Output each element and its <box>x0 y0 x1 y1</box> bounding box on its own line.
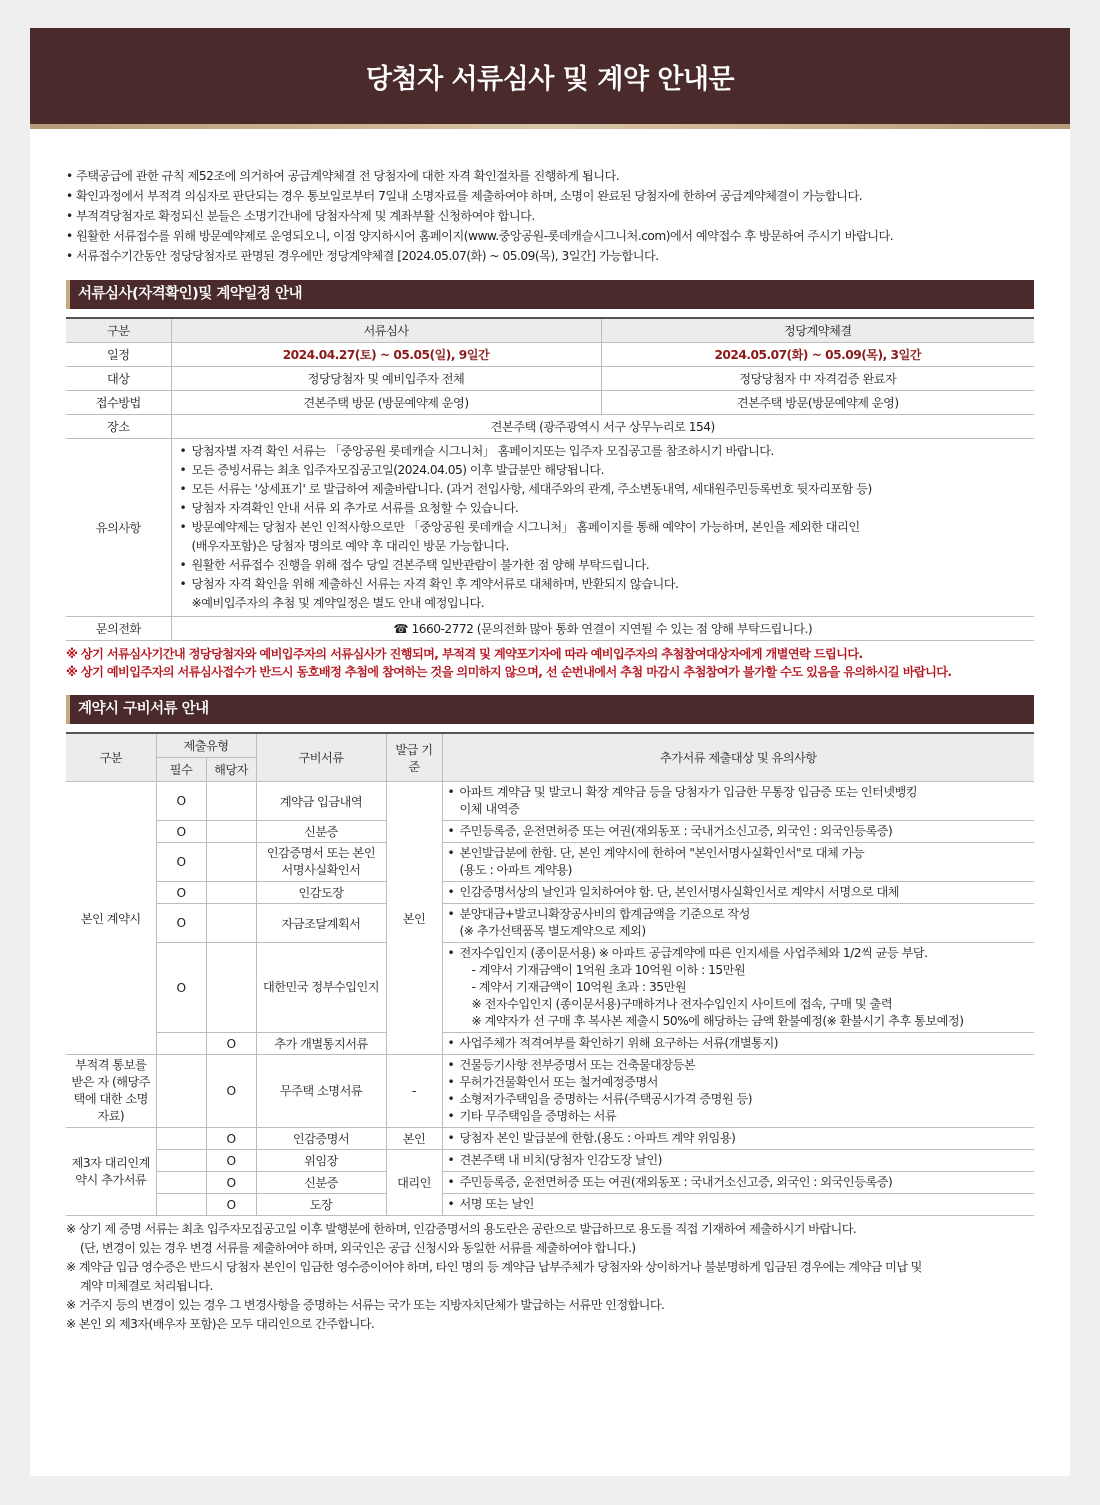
doc-note: • 본인발급분에 한함. 단, 본인 계약시에 한하여 "본인서명사실확인서"로 대체 가능 <box>448 845 1030 862</box>
note-item: • 방문예약제는 당첨자 본인 인적사항으로만 「중앙공원 롯데캐슬 시그니처」 홈페이지를 통해 예약이 가능하며, 본인을 제외한 대리인 <box>180 518 1027 537</box>
doc-name: 도장 <box>256 1194 386 1216</box>
row-label: 대상 <box>66 367 171 391</box>
doc-name: 계약금 입금내역 <box>256 782 386 821</box>
row-label: 일정 <box>66 343 171 367</box>
doc-note: • 무허가건물확인서 또는 철거예정증명서 <box>448 1074 1030 1091</box>
table-row <box>66 1055 1034 1128</box>
applicable-mark <box>206 782 256 821</box>
review-method: 견본주택 방문 (방문예약제 운영) <box>171 391 601 415</box>
header-doc: 구비서류 <box>256 733 386 782</box>
review-target: 정당당첨자 및 예비입주자 전체 <box>171 367 601 391</box>
row-label: 장소 <box>66 415 171 439</box>
intro-item: • 부적격당첨자로 확정되신 분들은 소명기간내에 당첨자삭제 및 계좌부활 신청하여야 합니다. <box>66 206 1034 226</box>
required-mark <box>156 1033 206 1055</box>
warning-text: ※ 상기 예비입주자의 서류심사접수가 반드시 동호배정 추첨에 참여하는 것을 의미하지 않으며, 선 순번내에서 추첨 마감시 추첨참여가 불가할 수도 있음을 유의하시길 바랍니다. <box>66 665 952 679</box>
intro-list <box>66 166 1034 266</box>
header-submit-type: 제출유형 <box>156 733 256 758</box>
header-review: 서류심사 <box>171 318 601 343</box>
issue-basis: 본인 <box>386 1128 442 1150</box>
doc-note: • 아파트 계약금 및 발코니 확장 계약금 등을 당첨자가 입금한 무통장 입금증 또는 인터넷뱅킹 <box>448 784 1030 801</box>
doc-notes <box>442 1055 1034 1128</box>
documents-table <box>66 732 1034 1216</box>
doc-note: • 전자수입인지 (종이문서용) ※ 아파트 공급계약에 따른 인지세를 사업주체와 1/2씩 균등 부담. <box>448 945 1030 962</box>
note-item: ※예비입주자의 추첨 및 계약일정은 별도 안내 예정입니다. <box>191 596 485 610</box>
doc-notes <box>442 821 1034 843</box>
applicable-mark <box>206 821 256 843</box>
warning-text: ※ 상기 서류심사기간내 정당당첨자와 예비입주자의 서류심사가 진행되며, 부적격 및 계약포기자에 따라 예비입주자의 추첨참여대상자에게 개별연락 드립니다. <box>66 647 863 661</box>
doc-name: 신분증 <box>256 821 386 843</box>
table-row <box>66 821 1034 843</box>
required-mark: O <box>156 782 206 821</box>
applicable-mark <box>206 943 256 1033</box>
footnote: ※ 본인 외 제3자(배우자 포함)은 모두 대리인으로 간주합니다. <box>66 1317 375 1331</box>
phone-value: ☎ 1660-2772 (문의전화 많아 통화 연결이 지연될 수 있는 점 양해 부탁드립니다.) <box>171 617 1034 641</box>
required-mark: O <box>156 882 206 904</box>
doc-note: • 당첨자 본인 발급분에 한함.(용도 : 아파트 계약 위임용) <box>448 1130 1030 1147</box>
contract-method: 견본주택 방문(방문예약제 운영) <box>601 391 1034 415</box>
intro-item: • 원활한 서류접수를 위해 방문예약제로 운영되오니, 이점 양지하시어 홈페이지(www.중앙공원-롯데캐슬시그니처.com)에서 예약접수 후 방문하여 주시기 바랍니다. <box>66 226 1034 246</box>
footnote: (단, 변경이 있는 경우 변경 서류를 제출하여야 하며, 외국인은 공급 신청시와 동일한 서류를 제출하여야 합니다.) <box>80 1241 636 1255</box>
section-schedule-title: 서류심사(자격확인)및 계약일정 안내 <box>66 280 1034 309</box>
note-item: • 모든 서류는 '상세표기' 로 발급하여 제출바랍니다. (과거 전입사항, 세대주와의 관계, 주소변동내역, 세대원주민등록번호 뒷자리포함 등) <box>180 480 1027 499</box>
doc-name: 대한민국 정부수입인지 <box>256 943 386 1033</box>
required-mark: O <box>156 821 206 843</box>
row-label: 문의전화 <box>66 617 171 641</box>
doc-note: • 분양대금+발코니확장공사비의 합계금액을 기준으로 작성 <box>448 906 1030 923</box>
table-row <box>66 882 1034 904</box>
table-row <box>66 415 1034 439</box>
required-mark <box>156 1128 206 1150</box>
footnote: ※ 상기 제 증명 서류는 최초 입주자모집공고일 이후 발행분에 한하며, 인감증명서의 용도란은 공란으로 발급하므로 용도를 직접 기재하여 제출하시기 바랍니다. <box>66 1222 857 1236</box>
row-label: 유의사항 <box>66 439 171 617</box>
intro-item: • 서류접수기간동안 정당당첨자로 판명된 경우에만 정당계약체결 [2024.05.07(화) ~ 05.09(목), 3일간] 가능합니다. <box>66 246 1034 266</box>
note-item: • 당첨자 자격 확인을 위해 제출하신 서류는 자격 확인 후 계약서류로 대체하며, 반환되지 않습니다. <box>180 575 1027 594</box>
issue-basis: 대리인 <box>386 1150 442 1216</box>
table-row <box>66 343 1034 367</box>
notes-list <box>180 442 1027 613</box>
note-item: • 원활한 서류접수 진행을 위해 접수 당일 견본주택 일반관람이 불가한 점 양해 부탁드립니다. <box>180 556 1027 575</box>
applicable-mark <box>206 904 256 943</box>
header-required: 필수 <box>156 758 206 782</box>
table-row <box>66 439 1034 617</box>
applicable-mark: O <box>206 1033 256 1055</box>
doc-name: 인감도장 <box>256 882 386 904</box>
required-mark <box>156 1150 206 1172</box>
note-item: • 당첨자별 자격 확인 서류는 「중앙공원 롯데캐슬 시그니처」 홈페이지또는 입주자 모집공고를 참조하시기 바랍니다. <box>180 442 1027 461</box>
doc-note: ※ 전자수입인지 (종이문서용)구매하거나 전자수입인지 사이트에 접속, 구매 및 출력 <box>471 997 893 1011</box>
doc-name: 무주택 소명서류 <box>256 1055 386 1128</box>
doc-note: • 기타 무주택임을 증명하는 서류 <box>448 1108 1030 1125</box>
contract-target: 정당당첨자 中 자격검증 완료자 <box>601 367 1034 391</box>
doc-note: (용도 : 아파트 계약용) <box>459 863 572 877</box>
table-row <box>66 1172 1034 1194</box>
header-category: 구분 <box>66 318 171 343</box>
issue-basis: - <box>386 1055 442 1128</box>
applicable-mark <box>206 882 256 904</box>
doc-notes <box>442 1194 1034 1216</box>
intro-item: • 주택공급에 관한 규칙 제52조에 의거하여 공급계약체결 전 당첨자에 대한 자격 확인절차를 진행하게 됩니다. <box>66 166 1034 186</box>
doc-notes <box>442 1033 1034 1055</box>
table-row <box>66 843 1034 882</box>
required-mark <box>156 1055 206 1128</box>
footnotes <box>66 1220 1034 1334</box>
applicable-mark <box>206 843 256 882</box>
notes-cell <box>171 439 1034 617</box>
contract-schedule: 2024.05.07(화) ~ 05.09(목), 3일간 <box>601 343 1034 367</box>
doc-notes <box>442 1128 1034 1150</box>
group-ineligible: 부적격 통보를 받은 자 (해당주택에 대한 소명자료) <box>66 1055 156 1128</box>
doc-note: - 계약서 기재금액이 10억원 초과 : 35만원 <box>471 980 687 994</box>
doc-notes <box>442 843 1034 882</box>
schedule-table <box>66 317 1034 641</box>
issue-basis: 본인 <box>386 782 442 1055</box>
required-mark: O <box>156 843 206 882</box>
doc-note: 이체 내역증 <box>459 802 520 816</box>
table-row <box>66 1150 1034 1172</box>
doc-name: 추가 개별통지서류 <box>256 1033 386 1055</box>
doc-notes <box>442 1172 1034 1194</box>
note-item: (배우자포함)은 당첨자 명의로 예약 후 대리인 방문 가능합니다. <box>191 539 509 553</box>
table-row <box>66 1194 1034 1216</box>
applicable-mark: O <box>206 1150 256 1172</box>
doc-note: • 건물등기사항 전부증명서 또는 건축물대장등본 <box>448 1057 1030 1074</box>
table-row <box>66 904 1034 943</box>
group-proxy: 제3자 대리인계약시 추가서류 <box>66 1128 156 1216</box>
table-row <box>66 943 1034 1033</box>
note-item: • 당첨자 자격확인 안내 서류 외 추가로 서류를 요청할 수 있습니다. <box>180 499 1027 518</box>
doc-name: 인감증명서 또는 본인서명사실확인서 <box>256 843 386 882</box>
intro-item: • 확인과정에서 부적격 의심자로 판단되는 경우 통보일로부터 7일내 소명자료를 제출하여야 하며, 소명이 완료된 당첨자에 한하여 공급계약체결이 가능합니다. <box>66 186 1034 206</box>
table-row <box>66 782 1034 821</box>
doc-notes <box>442 904 1034 943</box>
header-issue-basis: 발급 기준 <box>386 733 442 782</box>
doc-notes <box>442 1150 1034 1172</box>
table-row <box>66 1033 1034 1055</box>
doc-name: 자금조달계획서 <box>256 904 386 943</box>
applicable-mark: O <box>206 1172 256 1194</box>
doc-note: • 소형저가주택임을 증명하는 서류(주택공시가격 증명원 등) <box>448 1091 1030 1108</box>
doc-notes <box>442 943 1034 1033</box>
group-self-contract: 본인 계약시 <box>66 782 156 1055</box>
row-label: 접수방법 <box>66 391 171 415</box>
doc-note: • 주민등록증, 운전면허증 또는 여권(재외동포 : 국내거소신고증, 외국인 : 외국인등록증) <box>448 823 1030 840</box>
doc-notes <box>442 882 1034 904</box>
place-value: 견본주택 (광주광역시 서구 상무누리로 154) <box>171 415 1034 439</box>
required-mark: O <box>156 943 206 1033</box>
doc-note: • 주민등록증, 운전면허증 또는 여권(재외동포 : 국내거소신고증, 외국인 : 외국인등록증) <box>448 1174 1030 1191</box>
table-row <box>66 617 1034 641</box>
required-mark <box>156 1172 206 1194</box>
doc-notes <box>442 782 1034 821</box>
doc-name: 신분증 <box>256 1172 386 1194</box>
table-row <box>66 367 1034 391</box>
table-row <box>66 391 1034 415</box>
doc-name: 위임장 <box>256 1150 386 1172</box>
doc-note: ※ 계약자가 선 구매 후 복사본 제출시 50%에 해당하는 금액 환불예정(※ 환불시기 추후 통보예정) <box>471 1014 964 1028</box>
doc-note: • 견본주택 내 비치(당첨자 인감도장 날인) <box>448 1152 1030 1169</box>
review-schedule: 2024.04.27(토) ~ 05.05(일), 9일간 <box>171 343 601 367</box>
notice-page <box>30 28 1070 1476</box>
applicable-mark: O <box>206 1194 256 1216</box>
warnings <box>66 645 1034 681</box>
table-row <box>66 1128 1034 1150</box>
header-category: 구분 <box>66 733 156 782</box>
footnote: ※ 거주지 등의 변경이 있는 경우 그 변경사항을 증명하는 서류는 국가 또는 지방자치단체가 발급하는 서류만 인정합니다. <box>66 1298 665 1312</box>
doc-note: (※ 추가선택품목 별도계약으로 제외) <box>459 924 646 938</box>
applicable-mark: O <box>206 1128 256 1150</box>
doc-note: • 인감증명서상의 날인과 일치하여야 함. 단, 본인서명사실확인서로 계약시 서명으로 대체 <box>448 884 1030 901</box>
doc-note: • 서명 또는 날인 <box>448 1196 1030 1213</box>
note-item: • 모든 증빙서류는 최초 입주자모집공고일(2024.04.05) 이후 발급분만 해당됩니다. <box>180 461 1027 480</box>
page-title: 당첨자 서류심사 및 계약 안내문 <box>30 28 1070 124</box>
header-contract: 정당계약체결 <box>601 318 1034 343</box>
doc-note: • 사업주체가 적격여부를 확인하기 위해 요구하는 서류(개별통지) <box>448 1035 1030 1052</box>
required-mark: O <box>156 904 206 943</box>
header-divider <box>30 124 1070 129</box>
required-mark <box>156 1194 206 1216</box>
footnote: ※ 계약금 입금 영수증은 반드시 당첨자 본인이 입금한 영수증이어야 하며, 타인 명의 등 계약금 납부주체가 당첨자와 상이하거나 불분명하게 입금된 경우에는 계약금 미납 및 <box>66 1260 922 1274</box>
footnote: 계약 미체결로 처리됩니다. <box>80 1279 213 1293</box>
header-applicable: 해당자 <box>206 758 256 782</box>
header-extra: 추가서류 제출대상 및 유의사항 <box>442 733 1034 782</box>
section-documents-title: 계약시 구비서류 안내 <box>66 695 1034 724</box>
applicable-mark: O <box>206 1055 256 1128</box>
doc-name: 인감증명서 <box>256 1128 386 1150</box>
doc-note: - 계약서 기재금액이 1억원 초과 10억원 이하 : 15만원 <box>471 963 746 977</box>
